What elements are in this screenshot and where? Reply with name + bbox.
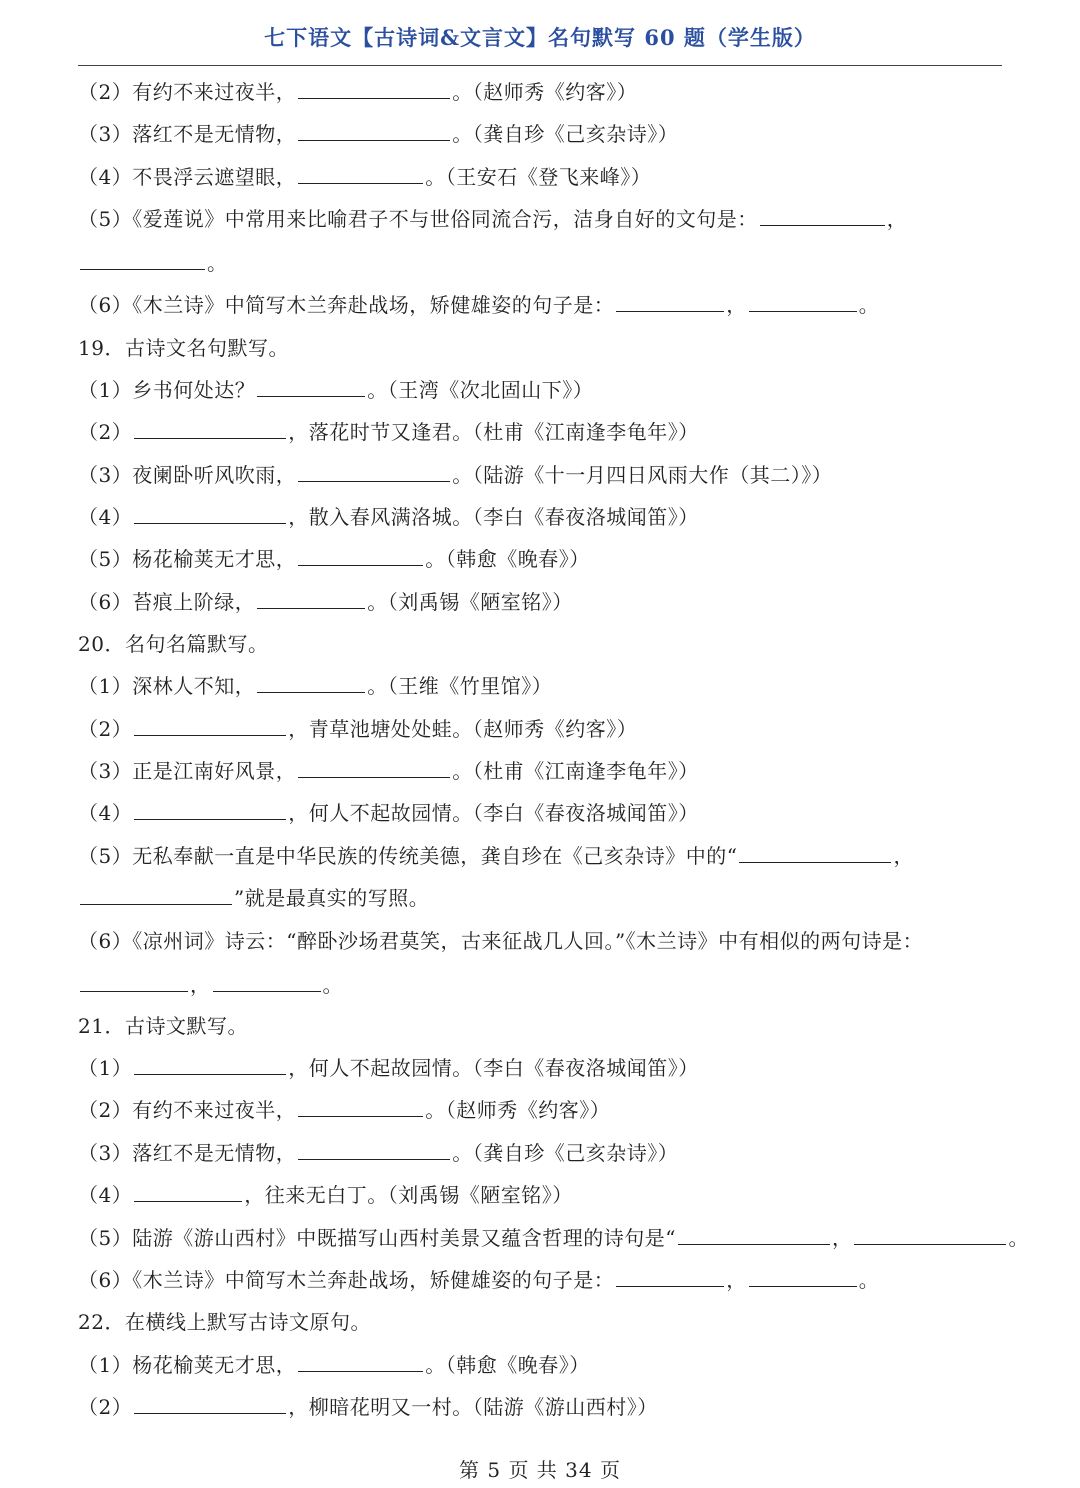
- answer-blank[interactable]: [298, 122, 450, 141]
- answer-blank[interactable]: [854, 1226, 1006, 1245]
- q21-item-6: （6）《木兰诗》中简写木兰奔赴战场，矫健雄姿的句子是： ， 。: [78, 1268, 880, 1292]
- q19-item-1: （1）乡书何处达？ 。（王湾《次北固山下》）: [78, 378, 594, 402]
- q18-item-5-cont: 。: [78, 250, 228, 276]
- q21-item-4: （4） ，往来无白丁。（刘禹锡《陋室铭》）: [78, 1183, 573, 1207]
- q19-item-6: （6）苔痕上阶绿， 。（刘禹锡《陋室铭》）: [78, 590, 573, 614]
- q19-item-4: （4） ，散入春风满洛城。（李白《春夜洛城闻笛》）: [78, 505, 699, 529]
- q18-item-5: （5）《爱莲说》中常用来比喻君子不与世俗同流合污，洁身自好的文句是： ，: [78, 207, 908, 231]
- page-header-title: 七下语文【古诗词&文言文】名句默写 60 题（学生版）: [264, 25, 816, 50]
- header-rule: [78, 65, 1002, 66]
- answer-blank[interactable]: [80, 886, 232, 905]
- answer-blank[interactable]: [749, 293, 857, 312]
- answer-blank[interactable]: [257, 590, 365, 609]
- answer-blank[interactable]: [257, 674, 365, 693]
- q20-title: 20．名句名篇默写。: [78, 632, 269, 656]
- q18-item-4: （4）不畏浮云遮望眼， 。（王安石《登飞来峰》）: [78, 165, 652, 189]
- q18-item-3: （3）落红不是无情物， 。（龚自珍《己亥杂诗》）: [78, 122, 679, 146]
- answer-blank[interactable]: [134, 420, 286, 439]
- answer-blank[interactable]: [298, 1353, 423, 1372]
- q21-item-2: （2）有约不来过夜半， 。（赵师秀《约客》）: [78, 1098, 611, 1122]
- q20-item-4: （4） ，何人不起故园情。（李白《春夜洛城闻笛》）: [78, 801, 699, 825]
- page-number-footer: 第 5 页 共 34 页: [459, 1458, 621, 1482]
- answer-blank[interactable]: [749, 1268, 857, 1287]
- q19-item-5: （5）杨花榆荚无才思， 。（韩愈《晚春》）: [78, 547, 590, 571]
- answer-blank[interactable]: [298, 80, 450, 99]
- answer-blank[interactable]: [134, 1183, 242, 1202]
- q19-item-3: （3）夜阑卧听风吹雨， 。（陆游《十一月四日风雨大作（其二）》）: [78, 463, 833, 487]
- answer-blank[interactable]: [298, 547, 423, 566]
- q20-item-6: （6）《凉州词》诗云：“醉卧沙场君莫笑，古来征战几人回。”《木兰诗》中有相似的两句诗是：: [78, 929, 924, 953]
- answer-blank[interactable]: [257, 378, 365, 397]
- q22-title: 22．在横线上默写古诗文原句。: [78, 1310, 371, 1334]
- q19-item-2: （2） ，落花时节又逢君。（杜甫《江南逢李龟年》）: [78, 420, 699, 444]
- q21-item-5: （5）陆游《游山西村》中既描写山西村美景又蕴含哲理的诗句是“ ， 。: [78, 1226, 1029, 1250]
- q18-item-6: （6）《木兰诗》中简写木兰奔赴战场，矫健雄姿的句子是： ， 。: [78, 293, 880, 317]
- answer-blank[interactable]: [298, 463, 450, 482]
- answer-blank[interactable]: [616, 293, 724, 312]
- q21-item-3: （3）落红不是无情物， 。（龚自珍《己亥杂诗》）: [78, 1141, 679, 1165]
- answer-blank[interactable]: [134, 1056, 286, 1075]
- q20-item-6-cont: ， 。: [78, 972, 343, 998]
- answer-blank[interactable]: [298, 165, 423, 184]
- answer-blank[interactable]: [80, 973, 188, 992]
- answer-blank[interactable]: [739, 844, 891, 863]
- q20-item-2: （2） ，青草池塘处处蛙。（赵师秀《约客》）: [78, 717, 638, 741]
- answer-blank[interactable]: [134, 801, 286, 820]
- answer-blank[interactable]: [134, 505, 286, 524]
- q21-title: 21．古诗文默写。: [78, 1014, 248, 1038]
- answer-blank[interactable]: [134, 717, 286, 736]
- answer-blank[interactable]: [80, 251, 205, 270]
- answer-blank[interactable]: [760, 207, 885, 226]
- answer-blank[interactable]: [213, 973, 321, 992]
- q20-item-5-cont: ”就是最真实的写照。: [78, 885, 429, 911]
- answer-blank[interactable]: [678, 1226, 830, 1245]
- q18-item-2: （2）有约不来过夜半， 。（赵师秀《约客》）: [78, 80, 638, 104]
- q21-item-1: （1） ，何人不起故园情。（李白《春夜洛城闻笛》）: [78, 1056, 699, 1080]
- q22-item-2: （2） ，柳暗花明又一村。（陆游《游山西村》）: [78, 1395, 658, 1419]
- q20-item-1: （1）深林人不知， 。（王维《竹里馆》）: [78, 674, 553, 698]
- answer-blank[interactable]: [298, 759, 450, 778]
- answer-blank[interactable]: [298, 1098, 423, 1117]
- answer-blank[interactable]: [298, 1141, 450, 1160]
- q22-item-1: （1）杨花榆荚无才思， 。（韩愈《晚春》）: [78, 1353, 590, 1377]
- answer-blank[interactable]: [134, 1395, 286, 1414]
- answer-blank[interactable]: [616, 1268, 724, 1287]
- q19-title: 19．古诗文名句默写。: [78, 336, 289, 360]
- q20-item-3: （3）正是江南好风景， 。（杜甫《江南逢李龟年》）: [78, 759, 699, 783]
- q20-item-5: （5）无私奉献一直是中华民族的传统美德，龚自珍在《己亥杂诗》中的“ ，: [78, 844, 914, 868]
